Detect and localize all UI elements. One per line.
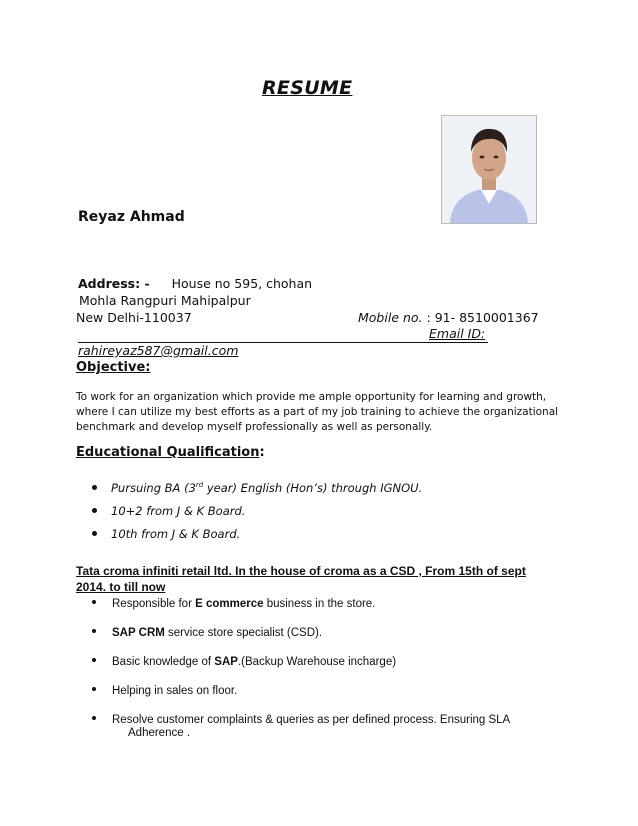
address-line-1 (78, 276, 312, 291)
job-item-text: Responsible for (112, 598, 196, 610)
edu-item-text: Pursuing BA (3 (111, 481, 196, 495)
list-item (92, 598, 510, 627)
mobile-value: : 91- 8510001367 (426, 310, 539, 325)
profile-photo (441, 115, 537, 224)
job-item-text: service store specialist (CSD). (164, 627, 323, 639)
job-item-bold: SAP (214, 656, 238, 668)
email-link[interactable]: rahireyaz587@gmail.com (78, 343, 239, 358)
job-item-continuation: Adherence . (128, 727, 191, 739)
list-item (92, 527, 422, 550)
bullet-icon (92, 687, 96, 691)
bullet-icon (92, 716, 96, 720)
mobile-number (358, 310, 539, 325)
edu-item-text: 10+2 from J & K Board. (111, 504, 246, 518)
list-item (92, 481, 422, 504)
education-heading-text: Educational Qualification (76, 445, 260, 460)
list-item (92, 685, 510, 714)
edu-item-text: year) English (Hon’s) through IGNOU. (203, 481, 423, 495)
experience-heading: Tata croma infiniti retail ltd. In the house of croma as a CSD , From 15th of sept 2014. to till now (76, 564, 526, 594)
list-item (92, 504, 422, 527)
list-item (92, 627, 510, 656)
edu-item-sup: rd (195, 481, 204, 490)
bullet-icon (92, 629, 96, 633)
job-item-text: .(Backup Warehouse incharge) (237, 656, 397, 668)
objective-heading: Objective: (76, 360, 151, 375)
education-list (92, 481, 422, 550)
email-label: Email ID: (429, 326, 486, 341)
page-title: RESUME (262, 77, 353, 99)
bullet-icon (92, 531, 97, 536)
address-street: House no 595, chohan (171, 276, 313, 291)
job-item-text: Resolve customer complaints & queries as per defined process. Ensuring SLA (112, 714, 511, 726)
experience-list (92, 598, 510, 743)
objective-text: To work for an organization which provide me ample opportunity for learning and growth, where I can utilize my best efforts as a part of my job training to achieve the organizational benchmark and develop myself professionally as well as personally. (76, 391, 559, 433)
job-item-text: Helping in sales on floor. (112, 685, 238, 697)
list-item (92, 656, 510, 685)
job-item-bold: E commerce (195, 598, 264, 610)
address-line-2: Mohla Rangpuri Mahipalpur (79, 293, 251, 308)
education-heading (76, 445, 265, 460)
bullet-icon (92, 508, 97, 513)
job-item-text: Basic knowledge of (112, 656, 215, 668)
bullet-icon (92, 600, 96, 604)
job-item-bold: SAP CRM (112, 627, 165, 639)
edu-item-text: 10th from J & K Board. (111, 527, 241, 541)
bullet-icon (92, 485, 97, 490)
list-item (92, 714, 510, 743)
job-item-text: business in the store. (263, 598, 376, 610)
education-heading-colon: : (259, 445, 265, 460)
mobile-label: Mobile no. (358, 310, 423, 325)
candidate-name: Reyaz Ahmad (78, 209, 185, 225)
address-label: Address: - (78, 276, 150, 291)
bullet-icon (92, 658, 96, 662)
address-line-3: New Delhi-110037 (76, 310, 192, 325)
